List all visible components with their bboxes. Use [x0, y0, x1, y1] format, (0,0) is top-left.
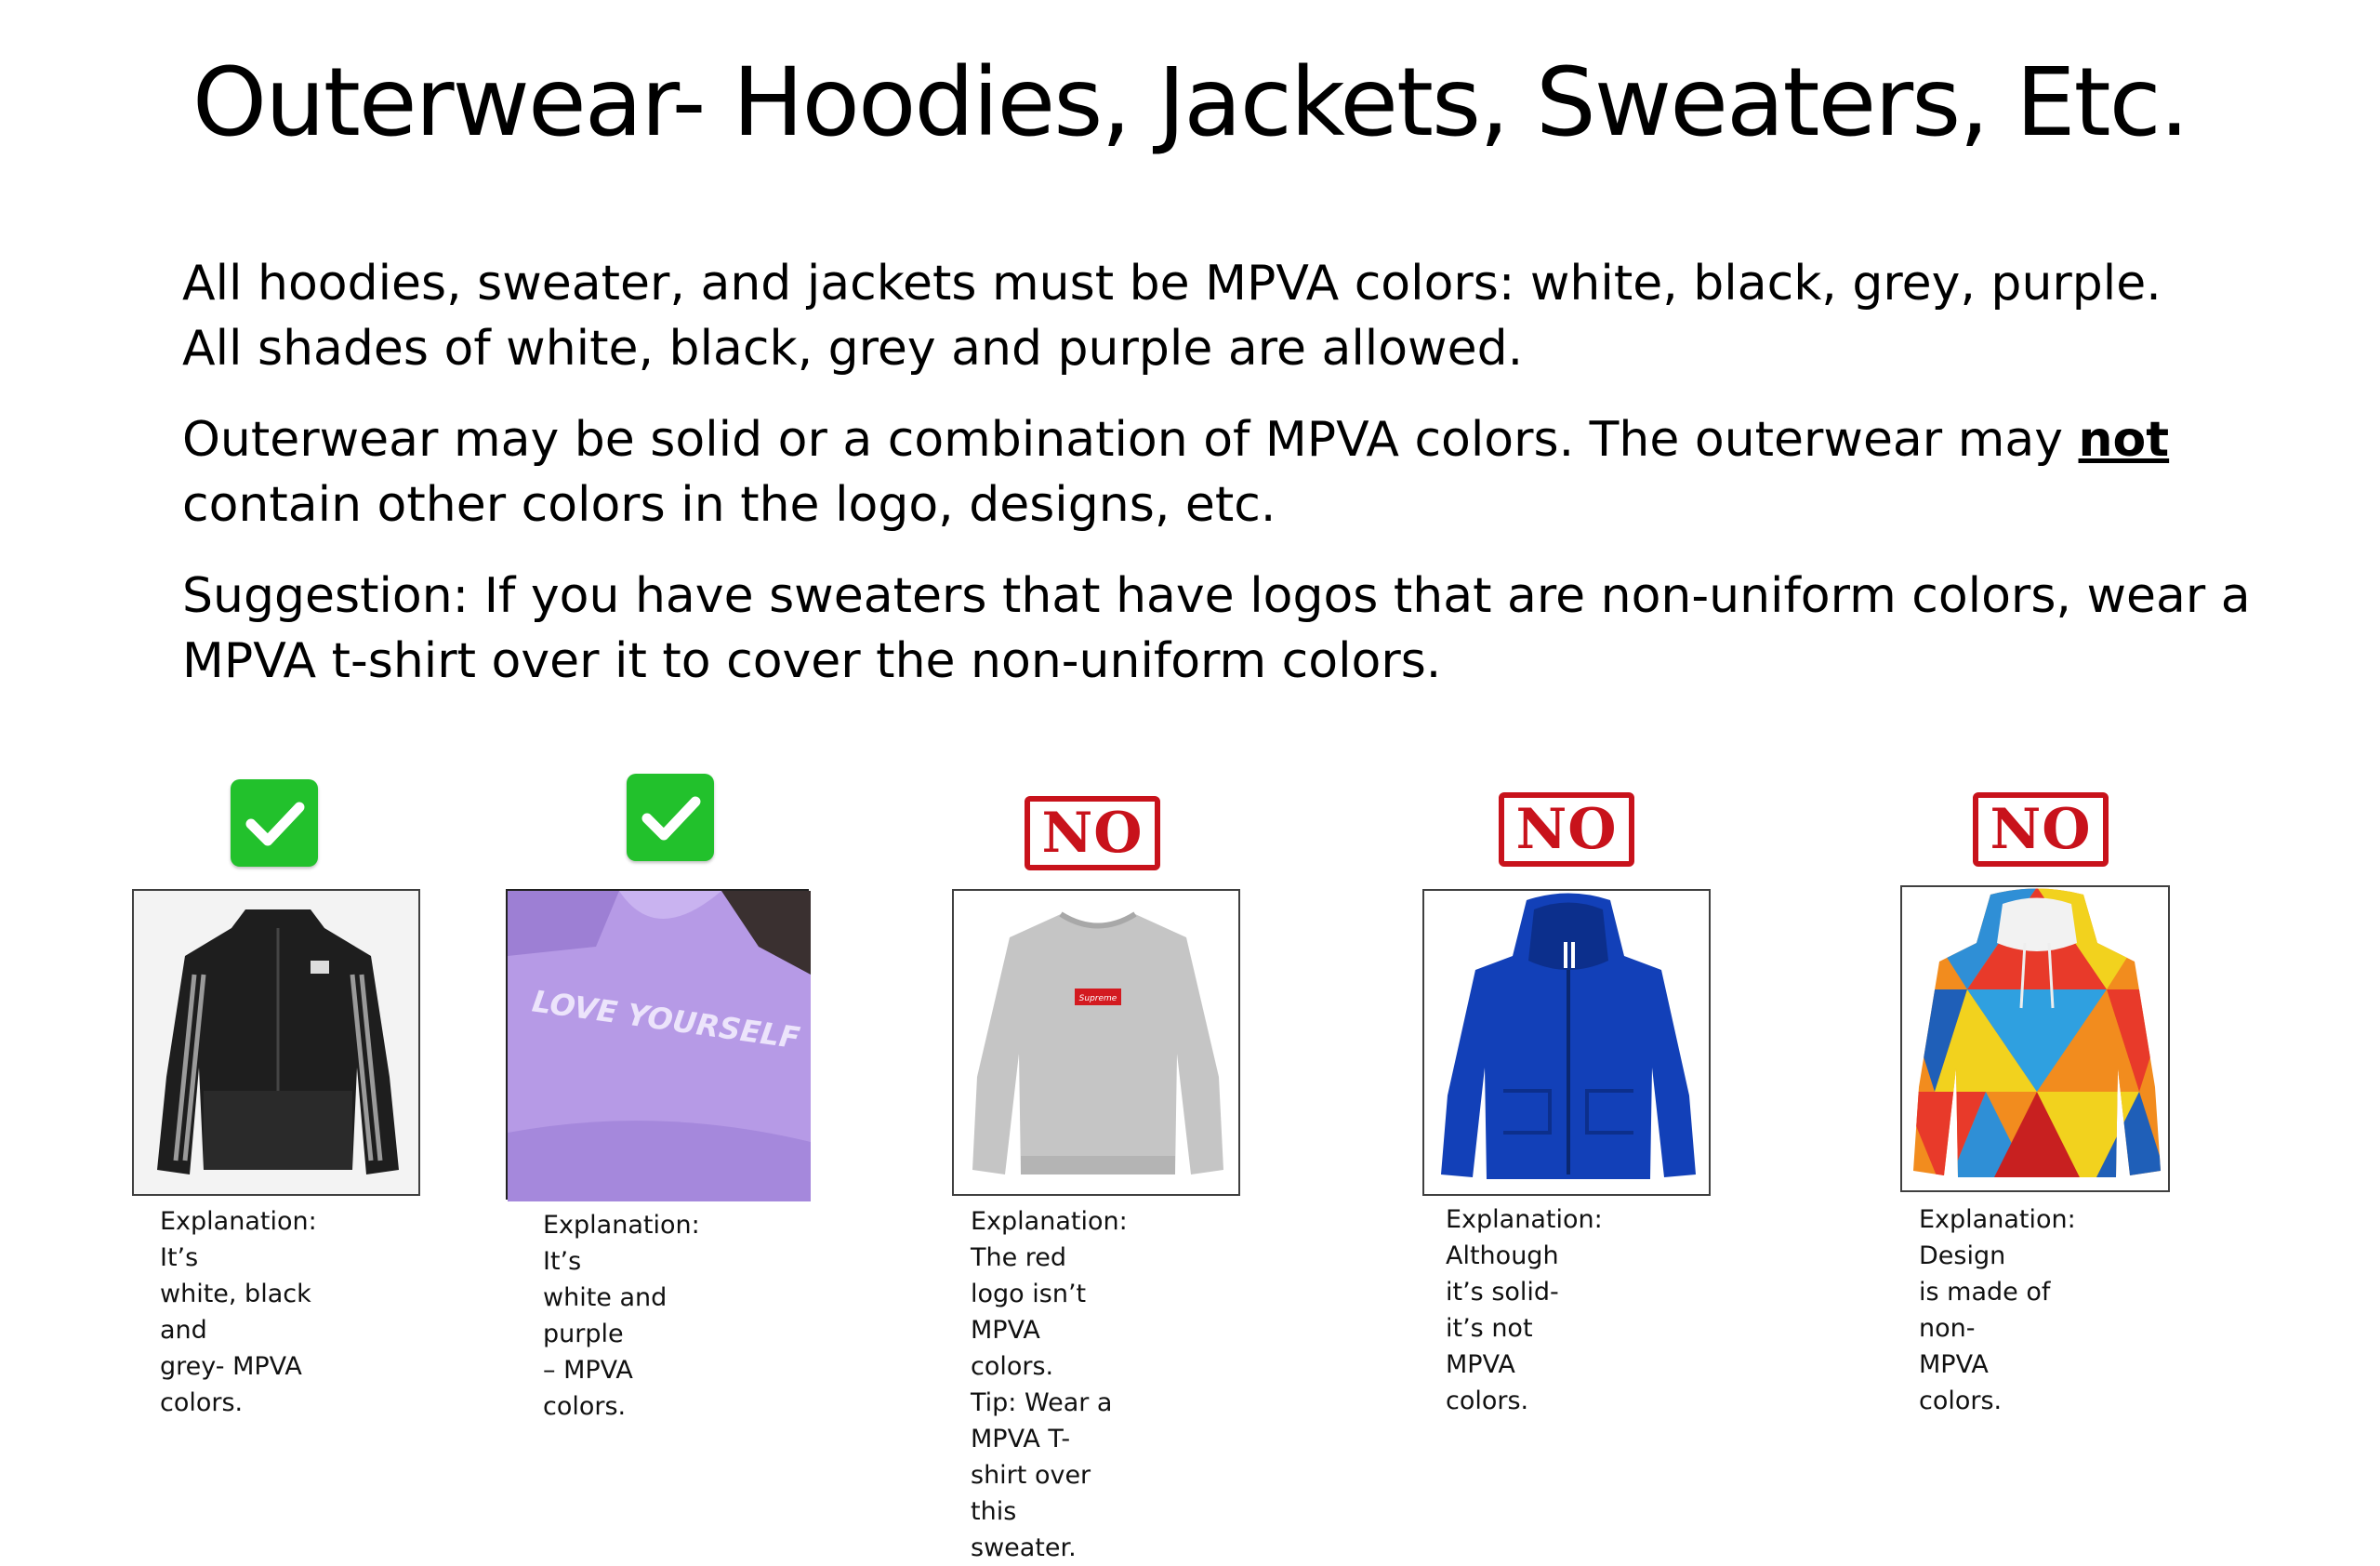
no-stamp-icon: NO	[1025, 796, 1160, 870]
paragraph-colors	[182, 251, 2265, 381]
caption-line: Tip: Wear a MPVA T-	[971, 1388, 1113, 1453]
caption-line: MPVA colors.	[1919, 1350, 2003, 1415]
paragraph-colors-line-1: All hoodies, sweater, and jackets must be MPVA colors: white, black, grey, purple.	[182, 256, 2162, 312]
supreme-logo-text: Supreme	[1078, 994, 1117, 1003]
caption-line: MPVA colors.	[1446, 1350, 1529, 1415]
caption-line: white, black and	[160, 1280, 311, 1345]
caption-black-jacket	[160, 1203, 317, 1421]
no-stamp-icon: NO	[1499, 792, 1634, 867]
hoodie-print-text: LOVE YOURSELF	[530, 983, 802, 1056]
caption-blue-hoodie	[1446, 1201, 1603, 1419]
paragraph-combination-end: contain other colors in the logo, designs, etc.	[182, 477, 1276, 533]
caption-line: – MPVA colors.	[543, 1356, 633, 1421]
paragraph-combination	[182, 407, 2265, 537]
paragraph-combination-start: Outerwear may be solid or a combination of MPVA colors. The outerwear may	[182, 412, 2079, 468]
caption-line: is made of non-	[1919, 1278, 2051, 1343]
caption-grey-sweatshirt	[971, 1203, 1128, 1566]
no-stamp-icon: NO	[1973, 792, 2109, 867]
caption-line: Explanation: Although	[1446, 1205, 1603, 1270]
black-jacket-image	[132, 889, 420, 1196]
caption-line: Explanation: It’s	[543, 1211, 700, 1276]
blue-hoodie-image	[1422, 889, 1711, 1196]
caption-line: Explanation: It’s	[160, 1207, 317, 1272]
paragraph-suggestion: Suggestion: If you have sweaters that have logos that are non-uniform colors, wear a MPVA t-shirt over it to cover the non-uniform colors.	[182, 568, 2251, 689]
caption-line: white and purple	[543, 1283, 668, 1348]
caption-line: Explanation: Design	[1919, 1205, 2076, 1270]
check-mark-icon	[231, 779, 318, 867]
caption-line: logo isn’t MPVA colors.	[971, 1280, 1087, 1381]
caption-line: Explanation: The red	[971, 1207, 1128, 1272]
caption-line: shirt over this sweater.	[971, 1461, 1091, 1562]
slide-body	[182, 251, 2265, 720]
paragraph-colors-line-2: All shades of white, black, grey and purple are allowed.	[182, 321, 1524, 377]
caption-multicolor-hoodie	[1919, 1201, 2076, 1419]
caption-purple-hoodie	[543, 1207, 700, 1425]
slide-title: Outerwear- Hoodies, Jackets, Sweaters, Etc.	[192, 47, 2188, 158]
grey-sweatshirt-image	[952, 889, 1240, 1196]
emphasis-not: not	[2078, 412, 2170, 468]
caption-line: grey- MPVA colors.	[160, 1352, 302, 1417]
purple-hoodie-image	[506, 889, 809, 1200]
multicolor-hoodie-image	[1900, 885, 2170, 1192]
check-mark-icon	[627, 774, 714, 861]
caption-line: it’s solid- it’s not	[1446, 1278, 1559, 1343]
